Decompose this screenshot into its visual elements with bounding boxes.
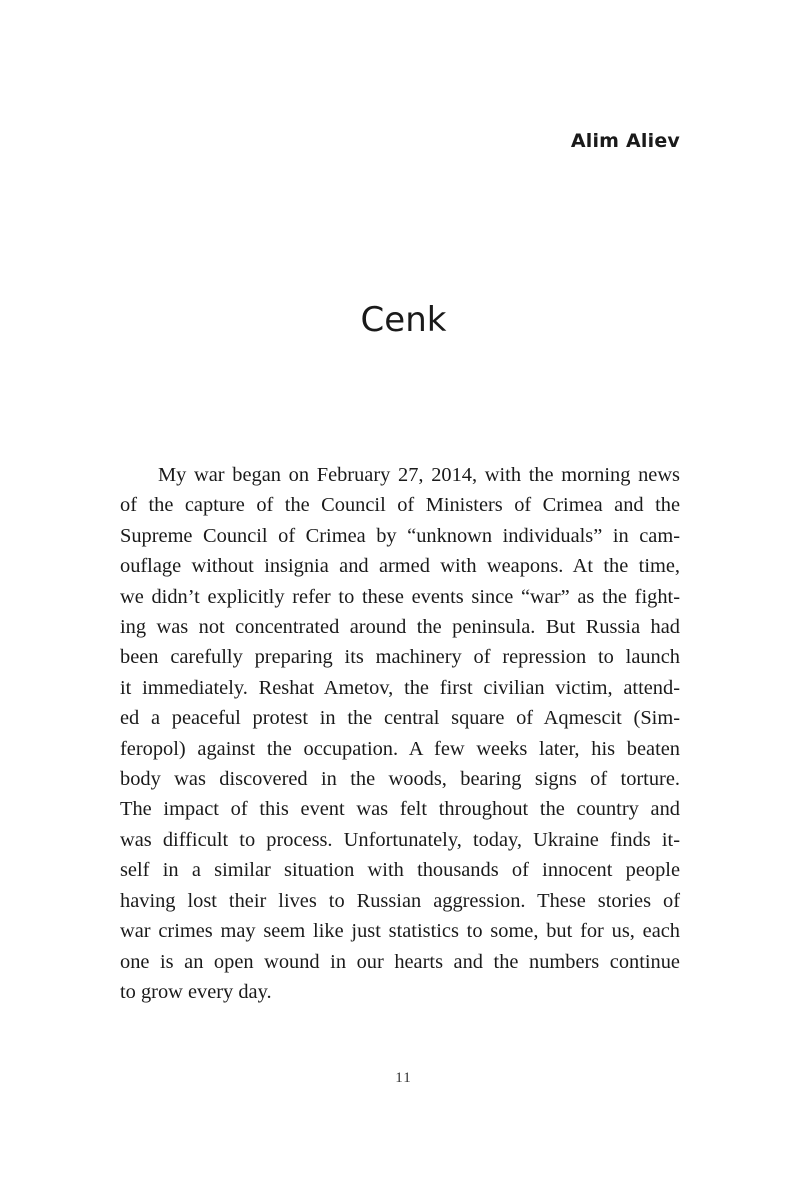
paragraph-line: Supreme Council of Crimea by “unknown individuals” in cam- bbox=[120, 524, 680, 547]
paragraph-line: war crimes may seem like just statistics to some, but for us, each bbox=[120, 920, 680, 943]
paragraph-line: ed a peaceful protest in the central square of Aqmescit (Sim- bbox=[120, 707, 680, 730]
paragraph-line: My war began on February 27, 2014, with the morning news bbox=[158, 464, 680, 486]
paragraph-line: we didn’t explicitly refer to these events since “war” as the fight- bbox=[120, 585, 680, 608]
paragraph-line: been carefully preparing its machinery of repression to launch bbox=[120, 646, 680, 669]
paragraph-line: of the capture of the Council of Ministers of Crimea and the bbox=[120, 494, 680, 517]
paragraph-line: one is an open wound in our hearts and the numbers continue bbox=[120, 950, 680, 973]
paragraph-line: The impact of this event was felt throughout the country and bbox=[120, 798, 680, 821]
paragraph-line: body was discovered in the woods, bearing signs of torture. bbox=[120, 768, 680, 791]
paragraph-line: having lost their lives to Russian aggression. These stories of bbox=[120, 889, 680, 912]
paragraph-line: ouflage without insignia and armed with weapons. At the time, bbox=[120, 555, 680, 578]
chapter-title: Cenk bbox=[360, 300, 447, 340]
body-paragraph bbox=[120, 460, 680, 1007]
author-name: Alim Aliev bbox=[570, 130, 680, 152]
page-number: 11 bbox=[395, 1070, 412, 1086]
paragraph-line: was difficult to process. Unfortunately, today, Ukraine finds it- bbox=[120, 828, 680, 851]
paragraph-line: self in a similar situation with thousands of innocent people bbox=[120, 859, 680, 882]
paragraph-line: to grow every day. bbox=[120, 980, 272, 1003]
paragraph-line: ing was not concentrated around the peninsula. But Russia had bbox=[120, 616, 680, 639]
paragraph-line: it immediately. Reshat Ametov, the first civilian victim, attend- bbox=[120, 676, 680, 699]
paragraph-line: feropol) against the occupation. A few weeks later, his beaten bbox=[120, 737, 680, 760]
